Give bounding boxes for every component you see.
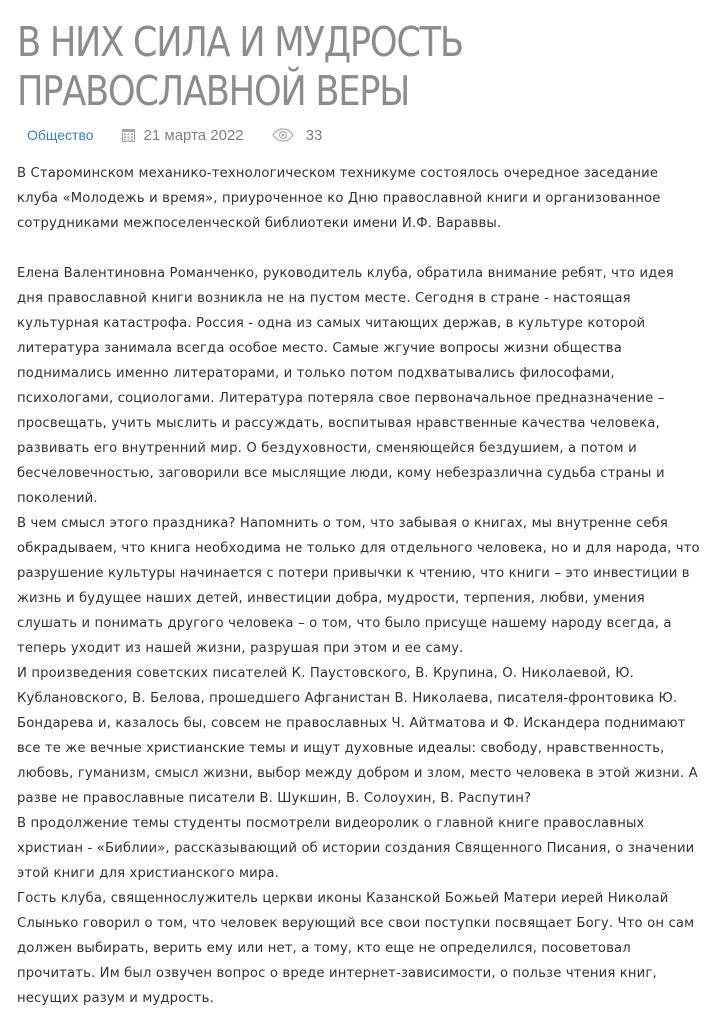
article-body <box>17 161 703 1011</box>
eye-icon <box>272 128 294 142</box>
article-meta <box>17 124 703 146</box>
article-views-count: 33 <box>305 126 323 144</box>
article-title-line-2: ПРАВОСЛАВНОЙ ВЕРЫ <box>17 67 410 115</box>
category-link[interactable]: Общество <box>27 127 94 143</box>
article-paragraph-6: Гость клуба, священнослужитель церкви иконы Казанской Божьей Матери иерей Николай Слынько говорил о том, что человек верующий все свои поступки посвящает Богу. Что он сам должен выбирать, верить ему или нет, а тому, кто еще не определился, посоветовал прочитать. Им был озвучен вопрос о вреде интернет-зависимости, о пользе чтения книг, несущих разум и мудрость. <box>17 891 695 1006</box>
article-paragraph-1: В Староминском механико-технологическом техникуме состоялось очередное заседание клуба «Молодежь и время», приуроченное ко Дню православной книги и организованное сотрудниками межпоселенческой библиотеки имени И.Ф. Вараввы. <box>17 166 661 231</box>
article-title-line-1: В НИХ СИЛА И МУДРОСТЬ <box>17 18 463 66</box>
article-date <box>122 127 244 144</box>
article-paragraph-5: В продолжение темы студенты посмотрели видеоролик о главной книге православных христиан - «Библии», рассказывающий об истории создания Священного Писания, о значении этой книги для христианского мира. <box>17 816 695 881</box>
article-date-text: 21 марта 2022 <box>143 126 244 144</box>
article-paragraph-3: В чем смысл этого праздника? Напомнить о том, что забывая о книгах, мы внутренне себя обкрадываем, что книга необходима не только для отдельного человека, но и для народа, что разрушение культуры начинается с потери привычки к чтению, что книги – это инвестиции в жизнь и будущее наших детей, инвестиции добра, мудрости, терпения, любви, умения слушать и понимать другого человека – о том, что было присуще нашему народу всегда, а теперь уходит из нашей жизни, разрушая при этом и ее саму. <box>17 516 700 656</box>
calendar-icon <box>122 129 135 142</box>
article-paragraph-2: Елена Валентиновна Романченко, руководитель клуба, обратила внимание ребят, что идея дня православной книги возникла не на пустом месте. Сегодня в стране - настоящая культурная катастрофа. Россия - одна из самых читающих держав, в культуре которой литература занимала всегда особое место. Самые жгучие вопросы жизни общества поднимались именно литераторами, и только потом подхватывались философами, психологами, социологами. Литература потеряла свое первоначальное предназначение – просвещать, учить мыслить и рассуждать, воспитывая нравственные качества человека, развивать его внутренний мир. О бездуховности, сменяющейся бездушием, а потом и бесчеловечностью, заговорили все мыслящие люди, кому небезразлична судьба страны и поколений. <box>17 266 674 506</box>
article-views <box>272 127 323 144</box>
article-title <box>17 18 607 116</box>
article-paragraph-4: И произведения советских писателей К. Паустовского, В. Крупина, О. Николаевой, Ю. Кублановского, В. Белова, прошедшего Афганистан В. Николаева, писателя-фронтовика Ю. Бондарева и, казалось бы, совсем не православных Ч. Айтматова и Ф. Искандера поднимают все те же вечные христианские темы и ищут духовные идеалы: свободу, нравственность, любовь, гуманизм, смысл жизни, выбор между добром и злом, место человека в этой жизни. А разве не православные писатели В. Шукшин, В. Солоухин, В. Распутин? <box>17 666 698 806</box>
